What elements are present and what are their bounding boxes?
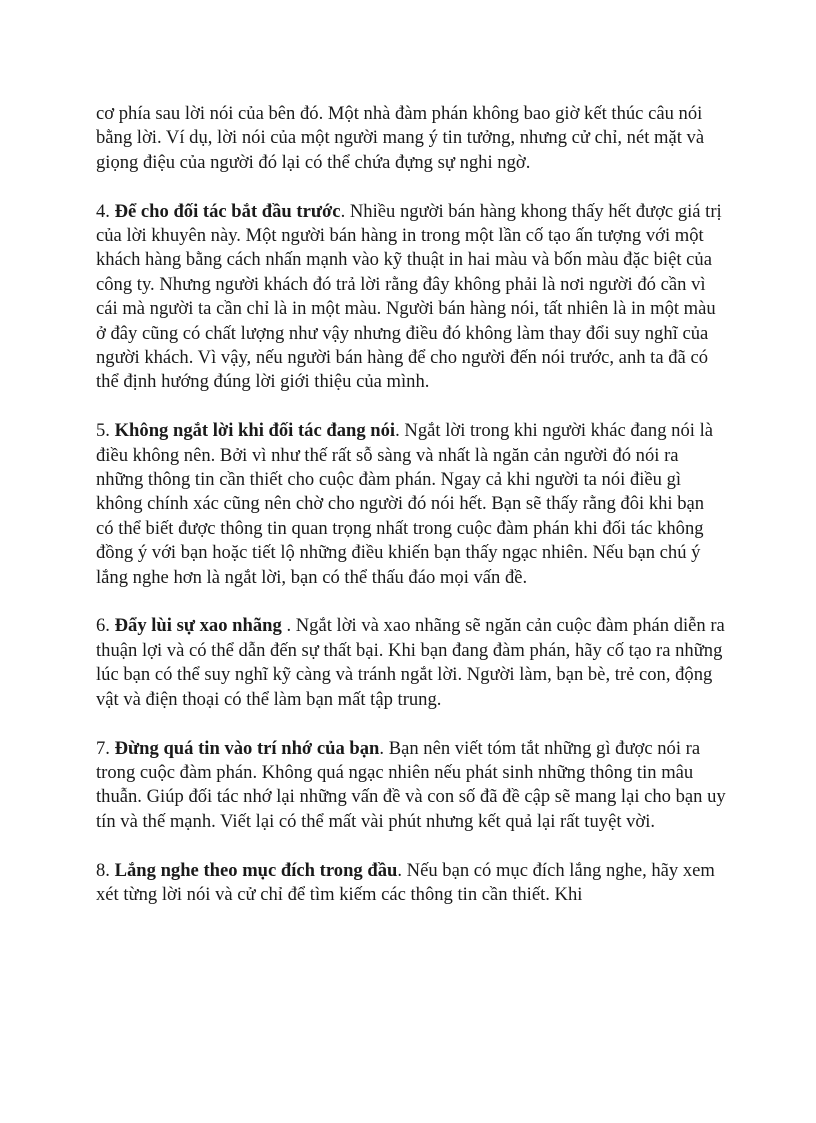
item-heading: Không ngắt lời khi đối tác đang nói	[114, 420, 396, 442]
item-body: . Ngắt lời và xao nhãng sẽ ngăn cản cuộc đàm phán diễn ra thuận lợi và có thể dẫn đến sự thất bại. Khi bạn đang đàm phán, hãy cố tạo ra những lúc bạn có thể suy nghĩ kỹ càng và tránh ngắt lời. Người làm, bạn bè, trẻ con, động vật và điện thoại có thể làm bạn mất tập trung.	[96, 615, 725, 710]
item-body: . Ngắt lời trong khi người khác đang nói là điều không nên. Bởi vì như thế rất sỗ sàng và nhất là ngăn cản người đó nói ra những thông tin cần thiết cho cuộc đàm phán. Ngay cả khi người ta nói điều gì không chính xác cũng nên chờ cho người đó nói hết. Bạn sẽ thấy rằng đôi khi bạn có thể biết được thông tin quan trọng nhất trong cuộc đàm phán khi đối tác không đồng ý với bạn hoặc tiết lộ những điều khiến bạn thấy ngạc nhiên. Nếu bạn chú ý lắng nghe hơn là ngắt lời, bạn có thể thấu đáo mọi vấn đề.	[96, 420, 714, 588]
item-body: . Nhiều người bán hàng khong thấy hết được giá trị của lời khuyên này. Một người bán hàng in trong một lần cố tạo ấn tượng với một khách hàng bằng cách nhấn mạnh vào kỹ thuật in hai màu và bốn màu đặc biệt của công ty. Nhưng người khách đó trả lời rằng đây không phải là nơi người đó cần vì cái mà người ta cần chỉ là in một màu. Người bán hàng nói, tất nhiên là in một màu ở đây cũng có chất lượng như vậy nhưng điều đó không làm thay đổi suy nghĩ của người khách. Vì vậy, nếu người bán hàng để cho người đến nói trước, anh ta đã có thể định hướng đúng lời giới thiệu của mình.	[96, 200, 722, 393]
document-page	[96, 102, 726, 932]
item-body: . Bạn nên viết tóm tắt những gì được nói ra trong cuộc đàm phán. Không quá ngạc nhiên nếu phát sinh những thông tin mâu thuẫn. Giúp đối tác nhớ lại những vấn đề và con số đã đề cập sẽ mang lại cho bạn uy tín và thế mạnh. Viết lại có thể mất vài phút nhưng kết quả lại rất tuyệt vời.	[96, 737, 726, 832]
item-number: 8.	[96, 859, 115, 881]
item-number: 5.	[96, 420, 115, 442]
item-body: . Nếu bạn có mục đích lắng nghe, hãy xem xét từng lời nói và cử chỉ để tìm kiếm các thông tin cần thiết. Khi	[96, 859, 715, 905]
item-heading: Để cho đối tác bắt đầu trước	[114, 200, 341, 222]
list-item-7	[96, 737, 726, 835]
item-heading: Đừng quá tin vào trí nhớ của bạn	[114, 737, 380, 759]
intro-paragraph: cơ phía sau lời nói của bên đó. Một nhà đàm phán không bao giờ kết thúc câu nói bằng lời. Ví dụ, lời nói của một người mang ý tin tưởng, nhưng cử chỉ, nét mặt và giọng điệu của người đó lại có thể chứa đựng sự nghi ngờ.	[96, 103, 705, 173]
list-item-5	[96, 419, 726, 590]
item-number: 4.	[96, 200, 115, 222]
item-heading: Lắng nghe theo mục đích trong đầu	[114, 859, 398, 881]
item-heading: Đẩy lùi sự xao nhãng	[114, 615, 282, 637]
list-item-6	[96, 614, 726, 712]
item-number: 7.	[96, 737, 115, 759]
list-item-8	[96, 859, 726, 908]
list-item-4	[96, 200, 726, 395]
item-number: 6.	[96, 615, 115, 637]
